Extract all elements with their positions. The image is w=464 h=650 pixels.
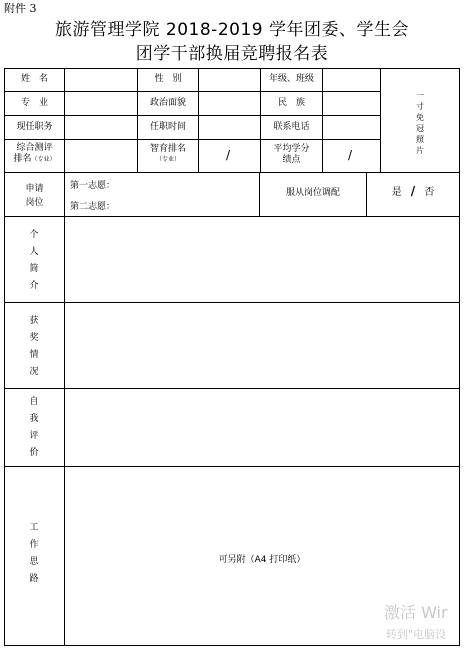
self-evaluation-label: 自我评价 bbox=[29, 397, 39, 458]
comprehensive-rank-line1: 综合测评 bbox=[16, 143, 53, 153]
personal-intro-label: 个人简介 bbox=[29, 230, 39, 291]
option-yes: 是 bbox=[391, 187, 402, 198]
comprehensive-rank-label bbox=[5, 143, 64, 165]
academic-rank-label bbox=[138, 144, 198, 164]
work-plan-label: 工作思路 bbox=[29, 523, 39, 584]
awards-label: 获奖情况 bbox=[29, 316, 39, 377]
academic-rank-slash: / bbox=[226, 148, 231, 162]
rule-top bbox=[4, 68, 460, 69]
academic-rank-note: （专业） bbox=[155, 156, 180, 163]
photo-placeholder-label: 一寸免冠照片 bbox=[416, 91, 424, 155]
activation-watermark-line2: 转到"电脑设 bbox=[386, 628, 447, 641]
form-title-line2: 团学干部换届竞聘报名表 bbox=[135, 44, 329, 64]
gender-label: 性 别 bbox=[154, 74, 182, 84]
option-separator: / bbox=[410, 184, 416, 198]
activation-watermark-line1: 激活 Wir bbox=[384, 603, 448, 622]
option-no: 否 bbox=[424, 187, 435, 198]
second-choice-label: 第二志愿： bbox=[70, 202, 116, 212]
major-label: 专 业 bbox=[20, 98, 48, 108]
rule-right bbox=[459, 68, 460, 646]
rule-row3 bbox=[4, 139, 380, 140]
gpa-line1: 平均学分 bbox=[273, 144, 310, 154]
form-title-line1: 旅游管理学院 2018-2019 学年团委、学生会 bbox=[55, 20, 409, 40]
attachment-label: 附件 3 bbox=[4, 2, 37, 15]
obey-adjust-label: 服从岗位调配 bbox=[285, 188, 340, 198]
rule-intro bbox=[4, 302, 460, 303]
grade-class-label: 年级、班级 bbox=[268, 74, 314, 84]
tenure-label: 任职时间 bbox=[149, 122, 186, 132]
rule-row4 bbox=[4, 172, 460, 173]
gpa-label bbox=[261, 144, 322, 166]
obey-adjust-options bbox=[367, 186, 459, 198]
political-status-label: 政治面貌 bbox=[149, 98, 186, 108]
comprehensive-rank-note: （专业） bbox=[31, 156, 56, 163]
registration-form-table bbox=[4, 68, 460, 646]
academic-rank-line1: 智育排名 bbox=[149, 144, 186, 154]
rule-col3 bbox=[198, 68, 199, 172]
rule-row2 bbox=[4, 115, 380, 116]
comprehensive-rank-line2-wrap bbox=[5, 154, 64, 165]
rule-awards bbox=[4, 388, 460, 389]
rule-bottom bbox=[4, 645, 460, 646]
rule-col6 bbox=[380, 68, 381, 172]
apply-label-line2: 岗位 bbox=[25, 198, 44, 208]
comprehensive-rank-line2: 排名 bbox=[13, 154, 32, 164]
ethnicity-label: 民 族 bbox=[277, 98, 305, 108]
phone-label: 联系电话 bbox=[273, 122, 310, 132]
rule-apply bbox=[4, 216, 460, 217]
gpa-line2: 绩点 bbox=[282, 155, 301, 165]
apply-label-line1: 申请 bbox=[25, 184, 44, 194]
rule-row1 bbox=[4, 91, 380, 92]
current-position-label: 现任职务 bbox=[16, 122, 53, 132]
rule-col5 bbox=[322, 68, 323, 172]
apply-position-label bbox=[5, 182, 64, 210]
gpa-slash: / bbox=[348, 148, 353, 162]
name-label: 姓 名 bbox=[20, 74, 48, 84]
first-choice-label: 第一志愿： bbox=[70, 181, 116, 191]
rule-self bbox=[4, 466, 460, 467]
attachment-note: 可另附（A4 打印纸） bbox=[218, 555, 306, 565]
